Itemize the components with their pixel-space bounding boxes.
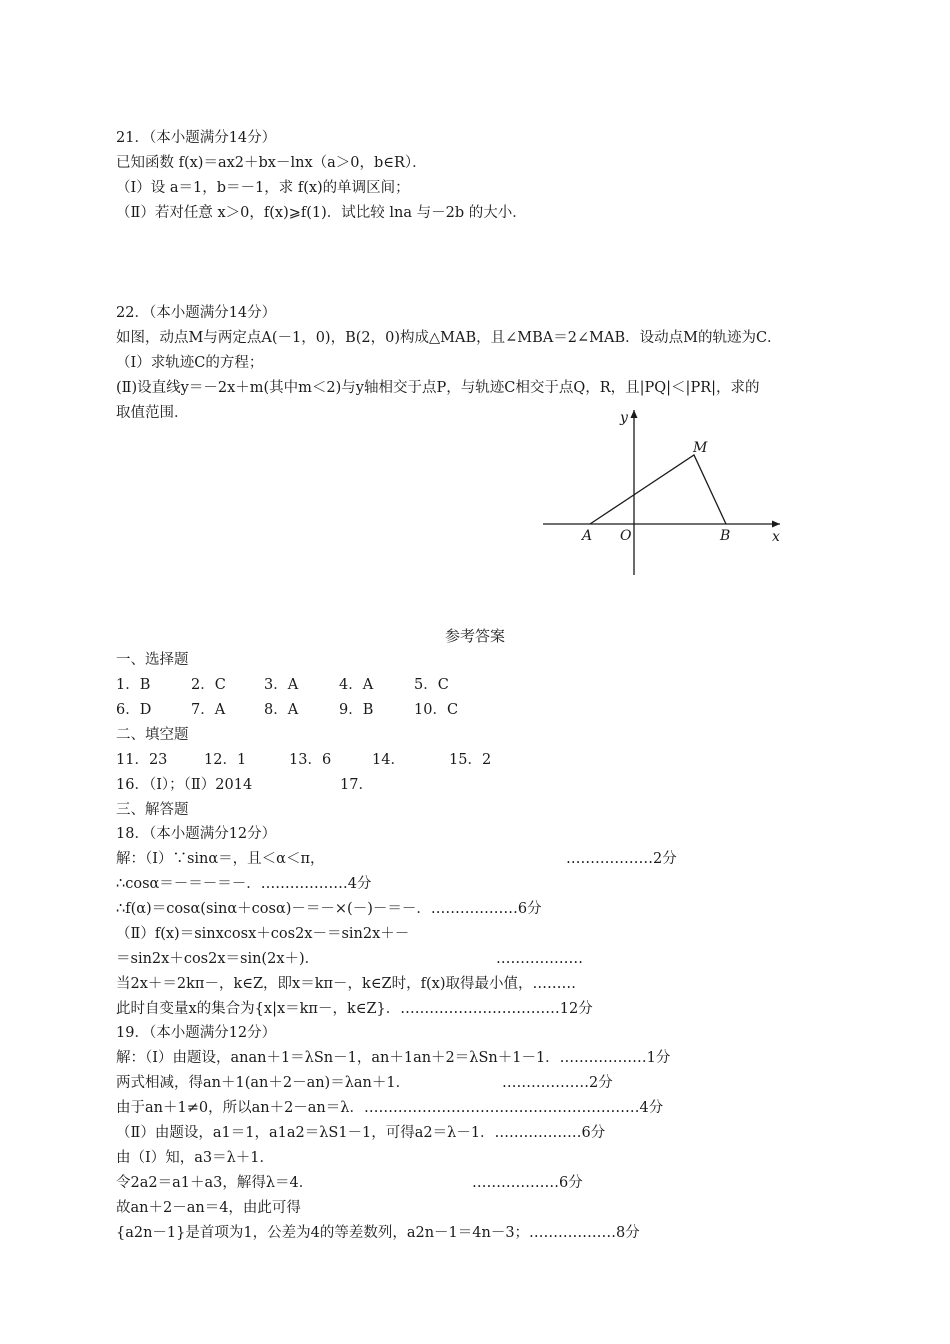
- a19-line: 由于an＋1≠0，所以an＋2－an＝λ．…………………………………………………4分: [116, 1100, 664, 1116]
- a19-line: （Ⅱ）由题设，a1＝1，a1a2＝λS1－1，可得a2＝λ－1．………………6分: [116, 1125, 606, 1141]
- mc-answer: 10．C: [414, 702, 459, 718]
- a19-line: 解：（Ⅰ）由题设，anan＋1＝λSn－1，an＋1an＋2＝λSn＋1－1．………………1分: [116, 1050, 671, 1066]
- a19-line: 令2a2＝a1＋a3，解得λ＝4．: [116, 1175, 314, 1191]
- q22-heading: 22．（本小题满分14分）: [116, 305, 277, 321]
- section-solutions: 三、解答题: [116, 802, 189, 818]
- q22-part2-line1: (Ⅱ)设直线y＝－2x＋m(其中m＜2)与y轴相交于点P，与轨迹C相交于点Q，R，且|PQ|＜|PR|，求的: [116, 380, 760, 396]
- fill-answer: 17．: [340, 777, 373, 793]
- label-x: x: [772, 529, 780, 545]
- q21-part1: （Ⅰ）设 a＝1，b＝－1，求 f(x)的单调区间；: [116, 180, 410, 196]
- q22-part1: （Ⅰ）求轨迹C的方程；: [116, 355, 264, 371]
- triangle-mab: [590, 455, 726, 524]
- label-o: O: [620, 528, 632, 544]
- a19-heading: 19．（本小题满分12分）: [116, 1025, 277, 1041]
- q21-stem: 已知函数 f(x)＝ax2＋bx－lnx（a＞0，b∈R）．: [116, 155, 427, 171]
- a18-line: ＝sin2x＋cos2x＝sin(2x＋)．: [116, 951, 320, 967]
- label-b: B: [720, 528, 731, 544]
- fill-answer: 11．23: [116, 752, 168, 768]
- q21-part2: （Ⅱ）若对任意 x＞0，f(x)⩾f(1)．试比较 lna 与－2b 的大小．: [116, 205, 527, 221]
- section-fill-in: 二、填空题: [116, 727, 189, 743]
- a18-line: （Ⅱ）f(x)＝sinxcosx＋cos2x－＝sin2x＋－: [116, 926, 410, 942]
- a18-line: ∴f(α)＝cosα(sinα＋cosα)－＝－×(－)－＝－．………………6分: [116, 901, 542, 917]
- a19-score: ………………6分: [472, 1175, 583, 1191]
- mc-answer: 9．B: [339, 702, 374, 718]
- mc-answer: 3．A: [264, 677, 299, 693]
- label-a: A: [582, 528, 593, 544]
- mc-answer: 4．A: [339, 677, 374, 693]
- mc-answer: 2．C: [191, 677, 226, 693]
- a19-line: 由（Ⅰ）知，a3＝λ＋1．: [116, 1150, 275, 1166]
- fill-answer: 14．: [372, 752, 405, 768]
- q21-heading: 21．（本小题满分14分）: [116, 130, 277, 146]
- q22-part2-line2: 取值范围．: [116, 405, 189, 421]
- a18-line: 当2x＋＝2kπ－，k∈Z，即x＝kπ－，k∈Z时，f(x)取得最小值，………: [116, 976, 576, 992]
- a18-line: ∴cosα＝－＝－＝－．………………4分: [116, 876, 372, 892]
- a19-score: ………………2分: [502, 1075, 613, 1091]
- a19-line: 两式相减，得an＋1(an＋2－an)＝λan＋1．: [116, 1075, 411, 1091]
- label-y: y: [620, 410, 628, 426]
- mc-answer: 5．C: [414, 677, 449, 693]
- a18-score: ………………2分: [566, 851, 677, 867]
- label-m: M: [693, 440, 708, 456]
- a18-line: 此时自变量x的集合为{x|x＝kπ－，k∈Z}．……………………………12分: [116, 1001, 593, 1017]
- fill-answer: 16．（Ⅰ）；（Ⅱ）2014: [116, 777, 253, 793]
- a18-score: ………………: [496, 951, 583, 967]
- fill-answer: 15．2: [449, 752, 492, 768]
- a19-line: 故an＋2－an＝4，由此可得: [116, 1200, 301, 1216]
- answers-title: 参考答案: [444, 627, 505, 645]
- a18-heading: 18．（本小题满分12分）: [116, 826, 277, 842]
- a19-line: {a2n－1}是首项为1，公差为4的等差数列，a2n－1＝4n－3；………………8分: [116, 1225, 640, 1241]
- mc-answer: 8．A: [264, 702, 299, 718]
- a18-line: 解：（Ⅰ）∵sinα＝，且＜α＜π，: [116, 851, 325, 867]
- fill-answer: 13．6: [289, 752, 332, 768]
- section-multiple-choice: 一、选择题: [116, 652, 189, 668]
- q22-figure: [540, 405, 790, 580]
- mc-answer: 7．A: [191, 702, 226, 718]
- mc-answer: 6．D: [116, 702, 152, 718]
- mc-answer: 1．B: [116, 677, 151, 693]
- q22-stem: 如图，动点M与两定点A(－1，0)，B(2，0)构成△MAB，且∠MBA＝2∠MAB．设动点M的轨迹为C．: [116, 330, 782, 346]
- fill-answer: 12．1: [204, 752, 247, 768]
